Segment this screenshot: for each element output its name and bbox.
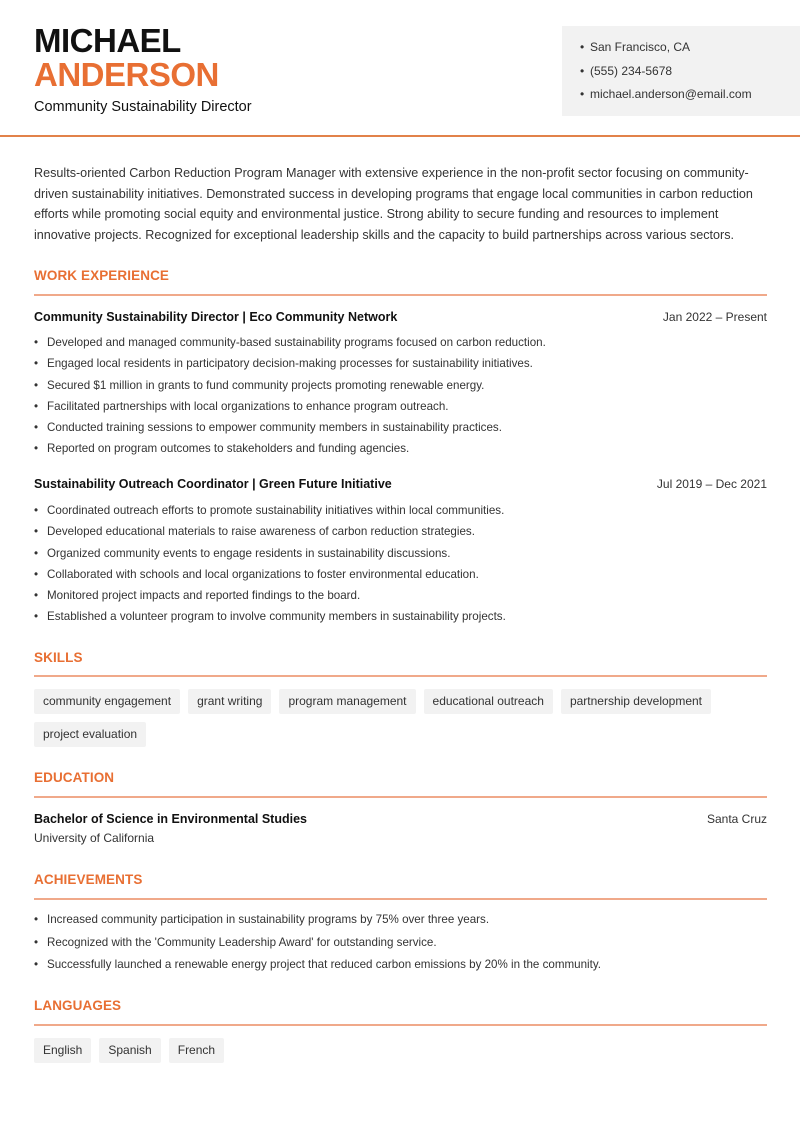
section-title-languages: LANGUAGES xyxy=(34,998,122,1013)
bullet-icon: • xyxy=(34,525,39,539)
language-tag: French xyxy=(169,1038,224,1063)
bullet-icon: • xyxy=(34,504,39,517)
language-tag: English xyxy=(34,1038,91,1063)
education-entry xyxy=(34,812,767,826)
contact-phone-text: (555) 234-5678 xyxy=(590,63,673,78)
section-title-education: EDUCATION xyxy=(34,770,115,785)
bullet-text: Monitored project impacts and reported findings to the board. xyxy=(47,589,361,603)
list-item xyxy=(34,378,767,399)
bullet-text: Facilitated partnerships with local organizations to enhance program outreach. xyxy=(47,399,449,413)
contact-box xyxy=(562,26,800,116)
section-divider xyxy=(34,675,767,677)
achievement-bullets xyxy=(34,912,767,980)
list-item xyxy=(34,524,767,545)
contact-location xyxy=(580,39,800,63)
bullet-icon: • xyxy=(34,357,39,371)
section-title-work: WORK EXPERIENCE xyxy=(34,268,170,283)
bullet-icon: • xyxy=(34,589,39,603)
section-divider xyxy=(34,796,767,798)
bullet-icon: • xyxy=(34,546,39,560)
contact-location-text: San Francisco, CA xyxy=(590,40,691,54)
list-item xyxy=(34,503,767,524)
bullet-icon: • xyxy=(34,958,39,971)
bullet-text: Developed educational materials to raise awareness of carbon reduction strategies. xyxy=(47,525,475,539)
list-item xyxy=(34,441,767,462)
last-name: ANDERSON xyxy=(34,56,219,93)
list-item xyxy=(34,957,767,980)
resume-header xyxy=(0,0,800,137)
list-item xyxy=(34,912,767,935)
bullet-text: Developed and managed community-based sustainability programs focused on carbon reduction. xyxy=(47,336,546,349)
section-title-skills: SKILLS xyxy=(34,650,83,665)
job-header xyxy=(34,310,767,324)
contact-email xyxy=(580,86,800,110)
bullet-text: Established a volunteer program to involve community members in sustainability projects. xyxy=(47,610,506,624)
section-divider xyxy=(34,898,767,900)
bullet-text: Secured $1 million in grants to fund community projects promoting renewable energy. xyxy=(47,378,485,392)
section-divider xyxy=(34,1024,767,1026)
list-item xyxy=(34,356,767,377)
education-location: Santa Cruz xyxy=(706,812,767,826)
skill-tag: partnership development xyxy=(561,689,711,714)
bullet-icon: • xyxy=(34,421,39,435)
language-tags xyxy=(34,1038,774,1063)
list-item xyxy=(34,546,767,567)
bullet-icon: • xyxy=(580,87,585,101)
skill-tag: grant writing xyxy=(188,689,271,714)
list-item xyxy=(34,567,767,588)
skill-tag: community engagement xyxy=(34,689,180,714)
bullet-icon: • xyxy=(34,567,39,581)
list-item xyxy=(34,399,767,420)
list-item xyxy=(34,335,767,356)
bullet-icon: • xyxy=(34,399,39,413)
list-item xyxy=(34,935,767,958)
language-tag: Spanish xyxy=(99,1038,160,1063)
job-dates: Jan 2022 – Present xyxy=(662,310,767,324)
bullet-icon: • xyxy=(34,913,39,926)
summary: Results-oriented Carbon Reduction Program Manager with extensive experience in the non-profit sector focusing on community-driven sustainability initiatives. Demonstrated success in developing programs that engage local communities in carbon reduction efforts while promoting social equity and environmental justice. Strong ability to secure funding and resources to implement innovative projects. Recognized for exceptional leadership skills and the capacity to build partnerships across various sectors. xyxy=(34,166,753,242)
contact-phone xyxy=(580,63,800,87)
section-divider xyxy=(34,294,767,296)
list-item xyxy=(34,588,767,609)
bullet-icon: • xyxy=(34,610,39,624)
job-bullets xyxy=(34,503,767,631)
bullet-text: Organized community events to engage residents in sustainability discussions. xyxy=(47,546,451,560)
contact-email-text: michael.anderson@email.com xyxy=(590,87,752,101)
bullet-text: Increased community participation in sustainability programs by 75% over three years. xyxy=(47,913,490,926)
list-item xyxy=(34,609,767,630)
school-name: University of California xyxy=(34,831,155,845)
bullet-icon: • xyxy=(34,378,39,392)
bullet-text: Recognized with the 'Community Leadership Award' for outstanding service. xyxy=(47,935,437,949)
skill-tag: program management xyxy=(279,689,415,714)
bullet-text: Coordinated outreach efforts to promote sustainability initiatives within local communities. xyxy=(47,504,505,517)
bullet-text: Successfully launched a renewable energy project that reduced carbon emissions by 20% in the community. xyxy=(47,958,602,971)
job-dates: Jul 2019 – Dec 2021 xyxy=(656,477,767,491)
list-item xyxy=(34,420,767,441)
degree: Bachelor of Science in Environmental Studies xyxy=(34,812,307,826)
job-role: Community Sustainability Director | Eco Community Network xyxy=(34,310,398,324)
first-name: MICHAEL xyxy=(34,22,181,59)
bullet-text: Reported on program outcomes to stakeholders and funding agencies. xyxy=(47,442,410,456)
bullet-icon: • xyxy=(580,40,585,54)
skill-tag: educational outreach xyxy=(424,689,553,714)
job-role: Sustainability Outreach Coordinator | Green Future Initiative xyxy=(34,477,392,491)
bullet-text: Engaged local residents in participatory decision-making processes for sustainability initiatives. xyxy=(47,357,533,371)
bullet-icon: • xyxy=(34,935,39,949)
skills-tags xyxy=(34,689,774,747)
section-title-achievements: ACHIEVEMENTS xyxy=(34,872,143,887)
bullet-text: Conducted training sessions to empower community members in sustainability practices. xyxy=(47,421,502,435)
job-title: Community Sustainability Director xyxy=(34,99,252,115)
bullet-icon: • xyxy=(34,442,39,456)
skill-tag: project evaluation xyxy=(34,722,146,747)
bullet-icon: • xyxy=(34,336,39,349)
job-header xyxy=(34,477,767,491)
bullet-icon: • xyxy=(580,63,585,78)
bullet-text: Collaborated with schools and local organizations to foster environmental education. xyxy=(47,567,479,581)
job-bullets xyxy=(34,335,767,463)
